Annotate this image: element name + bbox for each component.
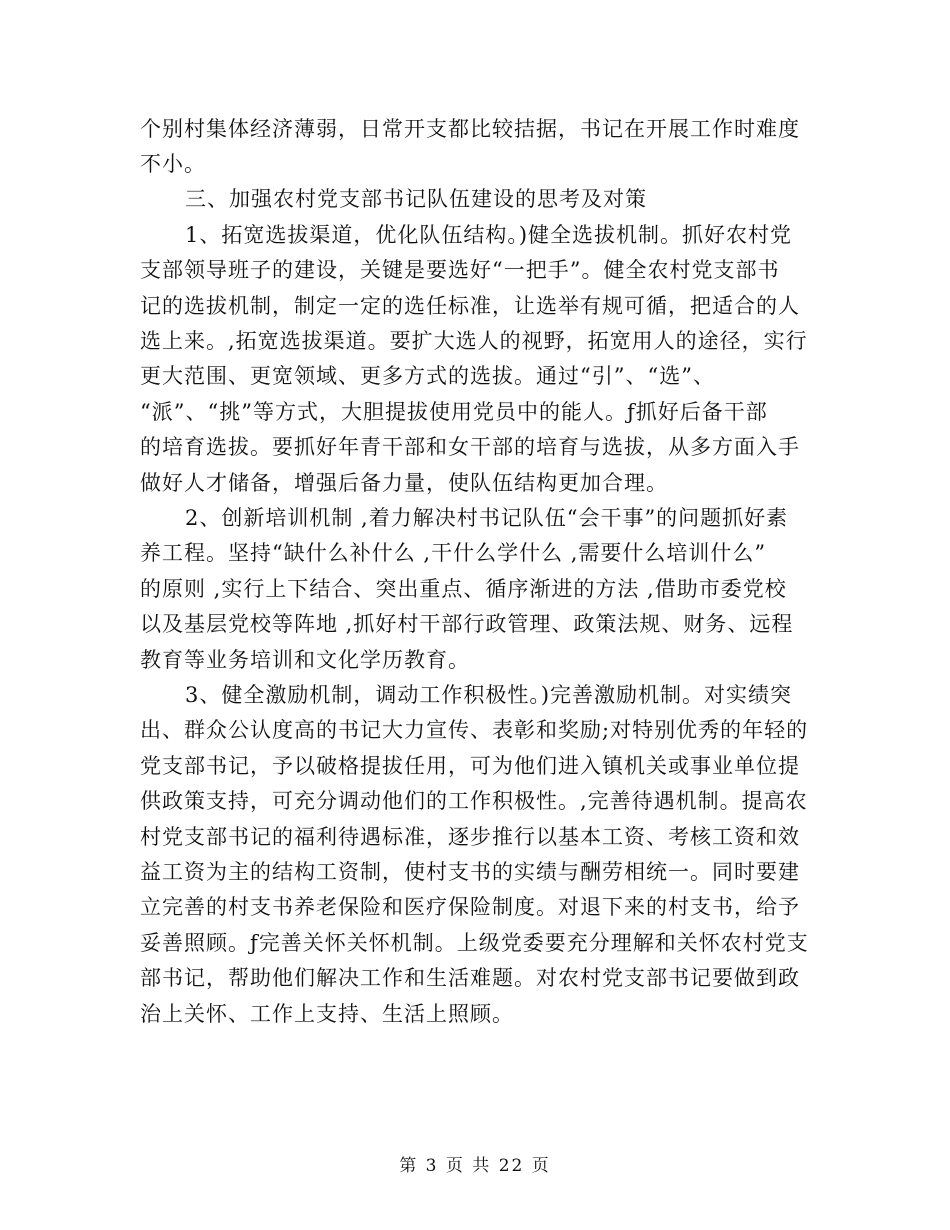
text-line: 1、拓宽选拔渠道，优化队伍结构。)健全选拔机制。抓好农村党 <box>185 223 793 247</box>
text-line: 治上关怀、工作上支持、生活上照顾。 <box>140 1002 514 1026</box>
text-line: 不小。 <box>140 152 206 176</box>
text-line: 个别村集体经济薄弱，日常开支都比较拮据，书记在开展工作时难度 <box>140 117 800 141</box>
text-line: 出、群众公认度高的书记大力宣传、表彰和奖励;对特别优秀的年轻的 <box>140 718 809 742</box>
text-line: 记的选拔机制，制定一定的选任标准，让选举有规可循，把适合的人 <box>140 294 800 318</box>
text-line: 更大范围、更宽领域、更多方式的选拔。通过“引”、“选”、 <box>140 364 715 388</box>
text-line: 选上来。,拓宽选拔渠道。要扩大选人的视野，拓宽用人的途径，实行 <box>140 329 808 353</box>
text-line: 村党支部书记的福利待遇标准，逐步推行以基本工资、考核工资和效 <box>140 825 800 849</box>
text-line: 部书记，帮助他们解决工作和生活难题。对农村党支部书记要做到政 <box>140 966 800 990</box>
text-line: 供政策支持，可充分调动他们的工作积极性。,完善待遇机制。提高农 <box>140 789 808 813</box>
text-line: 妥善照顾。ƒ完善关怀关怀机制。上级党委要充分理解和关怀农村党支 <box>140 931 809 955</box>
text-line: 的原则 ,实行上下结合、突出重点、循序渐进的方法 ,借助市委党校 <box>140 577 787 601</box>
text-line: 立完善的村支书养老保险和医疗保险制度。对退下来的村支书，给予 <box>140 895 800 919</box>
text-line: 3、健全激励机制，调动工作积极性。)完善激励机制。对实绩突 <box>185 683 793 707</box>
text-line: “派”、“挑”等方式，大胆提拔使用党员中的能人。ƒ抓好后备干部 <box>140 400 768 424</box>
text-line: 以及基层党校等阵地 ,抓好村干部行政管理、政策法规、财务、远程 <box>140 612 794 636</box>
text-line: 教育等业务培训和文化学历教育。 <box>140 648 470 672</box>
page-number-footer: 第 3 页 共 22 页 <box>399 1156 551 1176</box>
text-line: 支部领导班子的建设，关键是要选好“一把手”。健全农村党支部书 <box>140 258 780 282</box>
text-line: 的培育选拔。要抓好年青干部和女干部的培育与选拔，从多方面入手 <box>140 435 800 459</box>
text-line: 养工程。坚持“缺什么补什么 ,干什么学什么 ,需要什么培训什么” <box>140 541 767 565</box>
text-line: 做好人才储备，增强后备力量，使队伍结构更加合理。 <box>140 471 668 495</box>
text-line: 益工资为主的结构工资制，使村支书的实绩与酬劳相统一。同时要建 <box>140 860 800 884</box>
text-line: 2、创新培训机制 ,着力解决村书记队伍“会干事”的问题抓好素 <box>185 506 789 530</box>
text-line: 党支部书记，予以破格提拔任用，可为他们进入镇机关或事业单位提 <box>140 754 800 778</box>
section-heading: 三、加强农村党支部书记队伍建设的思考及对策 <box>185 187 647 211</box>
